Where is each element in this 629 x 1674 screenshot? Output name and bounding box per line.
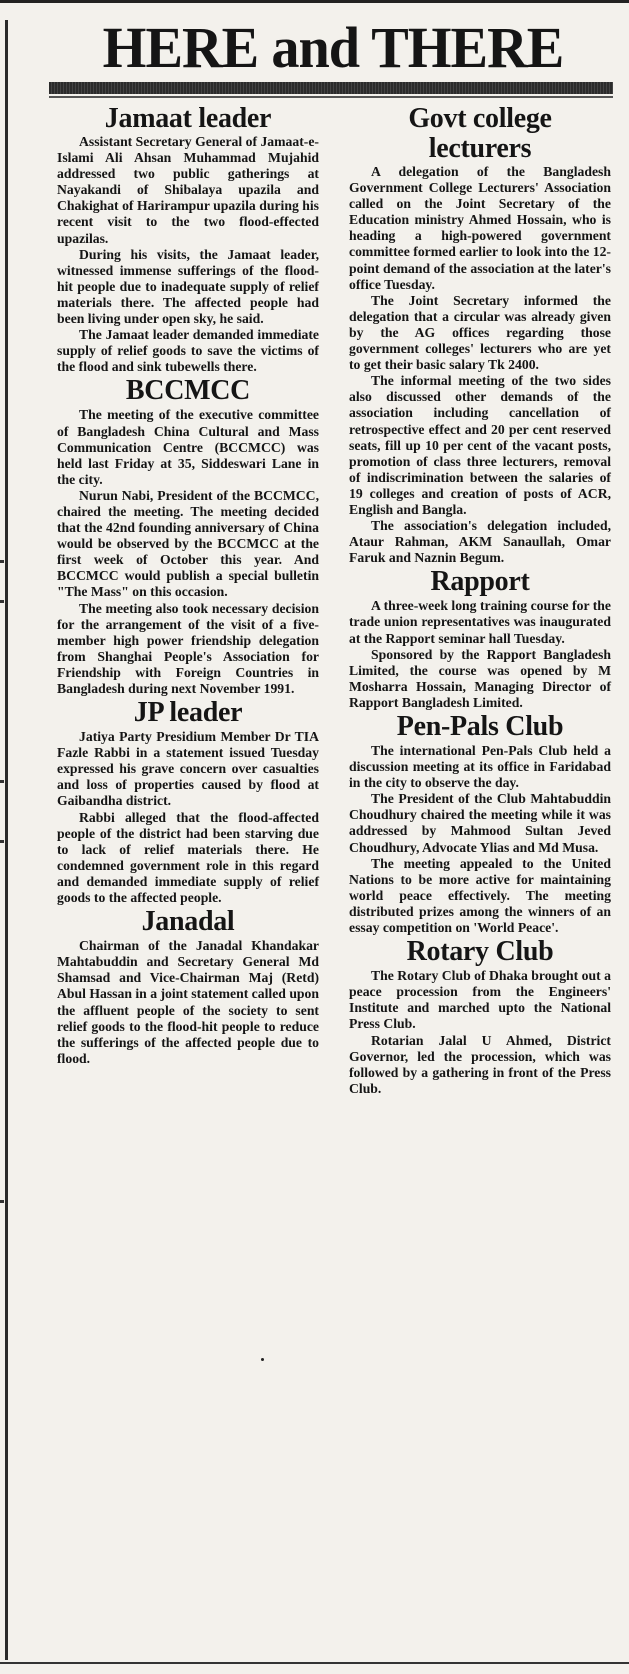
print-speck (261, 1358, 264, 1361)
bottom-rule (0, 1662, 629, 1664)
article-janadal (57, 906, 319, 1067)
masthead: HERE and THERE (102, 15, 564, 80)
article-pen-pals-club (349, 711, 611, 936)
article-paragraph: The Joint Secretary informed the delegation that a circular was already given by the AG offices regarding those government colleges' lecturers who are yet to get their basic salary Tk 2400. (349, 292, 611, 373)
article-jamaat-leader (57, 104, 319, 375)
article-rotary-club (349, 936, 611, 1097)
article-paragraph: The international Pen-Pals Club held a discussion meeting at its office in Faridabad in the city to observe the day. (349, 743, 611, 791)
article-paragraph: The Jamaat leader demanded immediate supply of relief goods to save the victims of the flood and sink tubewells there. (57, 327, 319, 375)
article-jp-leader (57, 697, 319, 906)
article-paragraph: A three-week long training course for the trade union representatives was inaugurated at the Rapport seminar hall Tuesday. (349, 598, 611, 646)
article-paragraph: Nurun Nabi, President of the BCCMCC, chaired the meeting. The meeting decided that the 42nd founding anniversary of China would be observed by the BCCMCC at the first week of October this year. And BCCMCC would publish a special bulletin "The Mass" on this occasion. (57, 487, 319, 600)
article-paragraph: The meeting appealed to the United Nations to be more active for maintaining world peace effectively. The meeting distributed prizes among the winners of an essay competition on 'World Peace'. (349, 855, 611, 936)
article-headline: Rapport (430, 566, 530, 598)
top-rule (0, 0, 629, 3)
article-headline: Janadal (141, 906, 235, 938)
article-paragraph: A delegation of the Bangladesh Government College Lecturers' Association called on the Joint Secretary of the Education ministry Ahmed Hossain, who is heading a high-powered government committee formed earlier to look into the 12-point demand of the association at the later's office Tuesday. (349, 164, 611, 292)
article-headline: Govt college lecturers (408, 103, 552, 164)
article-headline: Pen-Pals Club (396, 711, 564, 742)
article-headline: JP leader (133, 697, 243, 729)
article-paragraph: The informal meeting of the two sides also discussed other demands of the association including cancellation of retrospective effect and 20 per cent reserved seats, fill up 10 per cent of the vacant posts, promotion of class three lecturers, removal of indiscrimination between the salaries of 19 colleges and creation of posts of ACR, English and Bangla. (349, 373, 611, 517)
article-paragraph: The meeting also took necessary decision for the arrangement of the visit of a five-member high power friendship delegation from Shanghai People's Association for Friendship with Foreign Countries in Bangladesh during next November 1991. (57, 600, 319, 696)
article-headline: Jamaat leader (104, 103, 272, 134)
left-column (57, 104, 319, 1067)
article-paragraph: The association's delegation included, Ataur Rahman, AKM Sanaullah, Omar Faruk and Naznin Begum. (349, 518, 611, 566)
article-paragraph: The Rotary Club of Dhaka brought out a peace procession from the Engineers' Institute and marched upto the National Press Club. (349, 968, 611, 1032)
article-headline: BCCMCC (125, 375, 251, 407)
article-paragraph: During his visits, the Jamaat leader, witnessed immense sufferings of the flood-hit people due to inadequate supply of relief materials there. The affected people had been living under open sky, he said. (57, 246, 319, 327)
article-paragraph: Rabbi alleged that the flood-affected people of the district had been starving due to lack of relief materials there. He condemned government role in this regard and demanded immediate supply of relief goods to the affected people. (57, 809, 319, 906)
article-paragraph: Chairman of the Janadal Khandakar Mahtabuddin and Secretary General Md Shamsad and Vice-Chairman Maj (Retd) Abul Hassan in a joint statement called upon the affluent people of the society to sent relief goods to the flood-hit people to reduce the sufferings of the affected people due to flood. (57, 938, 320, 1066)
article-headline: Rotary Club (406, 936, 554, 968)
article-paragraph: The meeting of the executive committee of Bangladesh China Cultural and Mass Communication Centre (BCCMCC) was held last Friday at 35, Siddeswari Lane in the city. (57, 407, 319, 487)
newspaper-page (17, 12, 622, 1662)
article-paragraph: Assistant Secretary General of Jamaat-e-Islami Ali Ahsan Muhammad Mujahid addressed two public gatherings at Nayakandi of Shibalaya upazila and Chakighat of Harirampur upazila during his recent visit to the two flood-effected upazilas. (57, 134, 319, 246)
article-bccmcc (57, 375, 319, 697)
adjacent-column-edge (0, 20, 8, 1660)
right-column (349, 104, 611, 1097)
article-paragraph: Sponsored by the Rapport Bangladesh Limited, the course was opened by M Mosharra Hossain, Managing Director of Rapport Bangladesh Limited. (349, 646, 611, 710)
article-paragraph: Rotarian Jalal U Ahmed, District Governor, led the procession, which was followed by a gathering in front of the Press Club. (349, 1032, 611, 1096)
article-paragraph: The President of the Club Mahtabuddin Choudhury chaired the meeting while it was addressed by Mahmood Sultan Jeved Choudhury, Advocate Ylias and Md Musa. (349, 791, 611, 855)
masthead-rule (49, 82, 613, 94)
article-rapport (349, 566, 611, 711)
article-paragraph: Jatiya Party Presidium Member Dr TIA Fazle Rabbi in a statement issued Tuesday expressed his grave concern over casualties and loss of properties caused by flood at Gaibandha district. (57, 729, 319, 809)
article-govt-college-lecturers (349, 104, 611, 566)
masthead-rule-thin (49, 96, 613, 98)
